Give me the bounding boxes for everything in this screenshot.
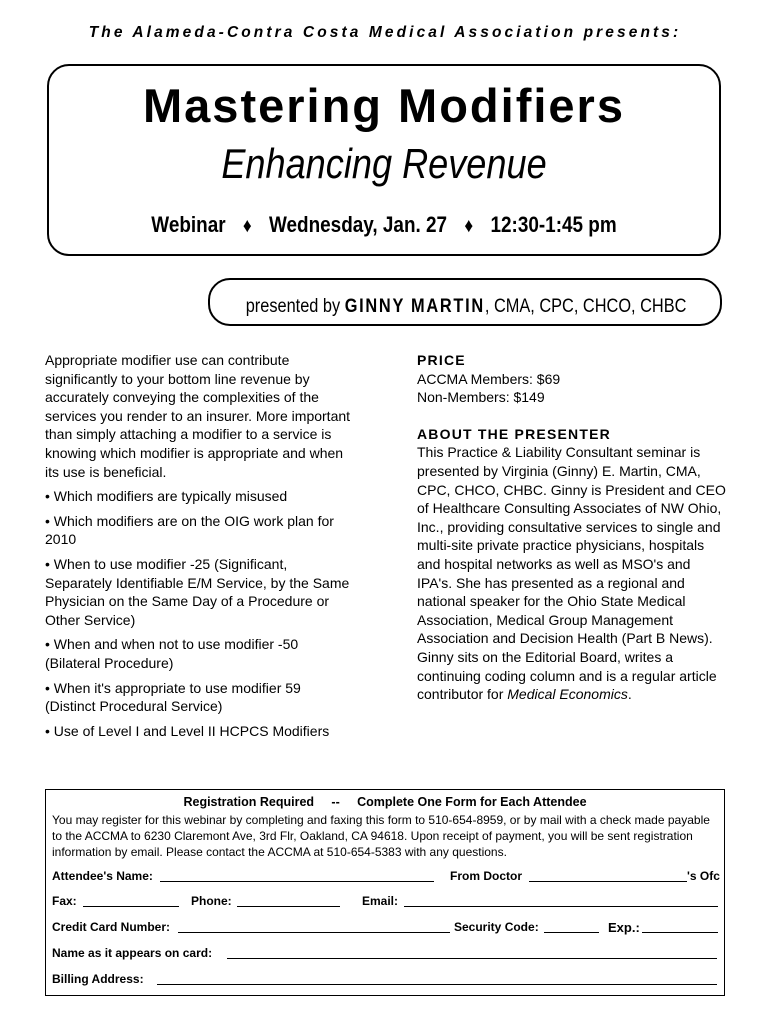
diamond-icon: ♦	[464, 215, 474, 237]
topic-bullet: • Use of Level I and Level II HCPCS Modifiers	[45, 722, 330, 739]
doctor-suffix-label: 's Ofc	[687, 869, 720, 883]
event-format: Webinar	[151, 212, 226, 237]
from-doctor-label: From Doctor	[450, 869, 522, 883]
diamond-icon: ♦	[242, 215, 252, 237]
topic-bullet: • Which modifiers are on the OIG work plan for 2010	[45, 512, 334, 548]
presents-line: The Alameda-Contra Costa Medical Association presents:	[88, 24, 682, 41]
credit-card-label: Credit Card Number:	[52, 920, 171, 934]
attendee-row	[52, 869, 720, 885]
about-text: This Practice & Liability Consultant seminar is presented by Virginia (Ginny) E. Martin, CMA, CPC, CHCO, CHBC. Ginny is President and CEO of Healthcare Consulting Associates of NW Ohio, Inc., providing consultative services to single and multi-site private practice physicians, hospitals and hospital networks as well as MSO's and IPA's. She has presented as a regional and national speaker for the Ohio State Medical Association, Medical Group Management Association and Decision Health (Part B News). Ginny sits on the Editorial Board, writes a continuing coding column and is a regular article contributor for	[417, 444, 726, 703]
event-subtitle: Enhancing Revenue	[221, 140, 547, 187]
card-name-row	[52, 946, 720, 962]
registration-instructions: You may register for this webinar by completing and faxing this form to 510-654-8959, or by mail with a check made payable to the ACCMA to 6230 Claremont Ave, 3rd Flr, Oakland, CA 94618. Upon receipt of payment, you will be sent registration information by email. Please contact the ACCMA at 510-654-5383 with any questions.	[52, 813, 710, 859]
security-code-label: Security Code:	[454, 920, 539, 934]
presenter-name: GINNY MARTIN	[344, 296, 485, 317]
attendee-name-label: Attendee's Name:	[52, 869, 153, 883]
registration-title: Registration Required -- Complete One Form for Each Attendee	[183, 795, 587, 809]
credit-card-field[interactable]	[178, 932, 450, 933]
name-on-card-field[interactable]	[227, 958, 717, 959]
phone-field[interactable]	[237, 906, 340, 907]
event-date: Wednesday, Jan. 27	[269, 212, 448, 237]
fax-label: Fax:	[52, 894, 77, 908]
billing-address-field[interactable]	[157, 984, 717, 985]
credit-card-row	[52, 920, 720, 936]
presenter-credentials: , CMA, CPC, CHCO, CHBC	[484, 296, 687, 317]
security-code-field[interactable]	[544, 932, 599, 933]
billing-row	[52, 972, 720, 988]
publication-name: Medical Economics	[507, 686, 628, 703]
registration-form	[45, 789, 725, 996]
topic-bullet: • When it's appropriate to use modifier 59 (Distinct Procedural Service)	[45, 679, 301, 715]
topic-bullet: • When to use modifier -25 (Significant, Separately Identifiable E/M Service, by the Same Physician on the Same Day of a Procedure or Other Service)	[45, 555, 350, 628]
contact-row	[52, 894, 720, 910]
presenter-box	[208, 278, 722, 326]
topic-bullet: • When and when not to use modifier -50 (Bilateral Procedure)	[45, 636, 299, 671]
from-doctor-field[interactable]	[529, 881, 687, 882]
fax-field[interactable]	[83, 906, 179, 907]
event-time: 12:30-1:45 pm	[490, 212, 617, 237]
name-on-card-label: Name as it appears on card:	[52, 946, 213, 960]
price-members: ACCMA Members: $69	[417, 370, 561, 387]
intro-paragraph: Appropriate modifier use can contribute significantly to your bottom line revenue by accurately conveying the complexities of the services you render to an insurer. More important than simply attaching a modifier to a service is knowing which modifier is appropriate and when its use is beneficial.	[45, 352, 351, 480]
price-nonmembers: Non-Members: $149	[417, 389, 545, 406]
presenter-line	[246, 296, 685, 318]
attendee-name-field[interactable]	[160, 881, 434, 882]
email-field[interactable]	[404, 906, 718, 907]
event-title: Mastering Modifiers	[143, 79, 625, 132]
email-label: Email:	[362, 894, 399, 908]
course-description	[45, 351, 355, 740]
about-heading: ABOUT THE PRESENTER	[417, 425, 611, 442]
exp-label: Exp.:	[608, 920, 640, 935]
about-end: .	[627, 686, 632, 703]
info-column	[417, 351, 729, 704]
price-heading: PRICE	[417, 352, 466, 368]
about-paragraph	[417, 443, 729, 703]
title-box	[47, 64, 721, 256]
billing-address-label: Billing Address:	[52, 972, 144, 986]
topic-bullet: • Which modifiers are typically misused	[45, 488, 288, 505]
exp-field[interactable]	[642, 932, 718, 933]
presenter-prefix: presented by	[245, 296, 341, 317]
phone-label: Phone:	[191, 894, 232, 908]
event-info-line	[96, 212, 672, 238]
